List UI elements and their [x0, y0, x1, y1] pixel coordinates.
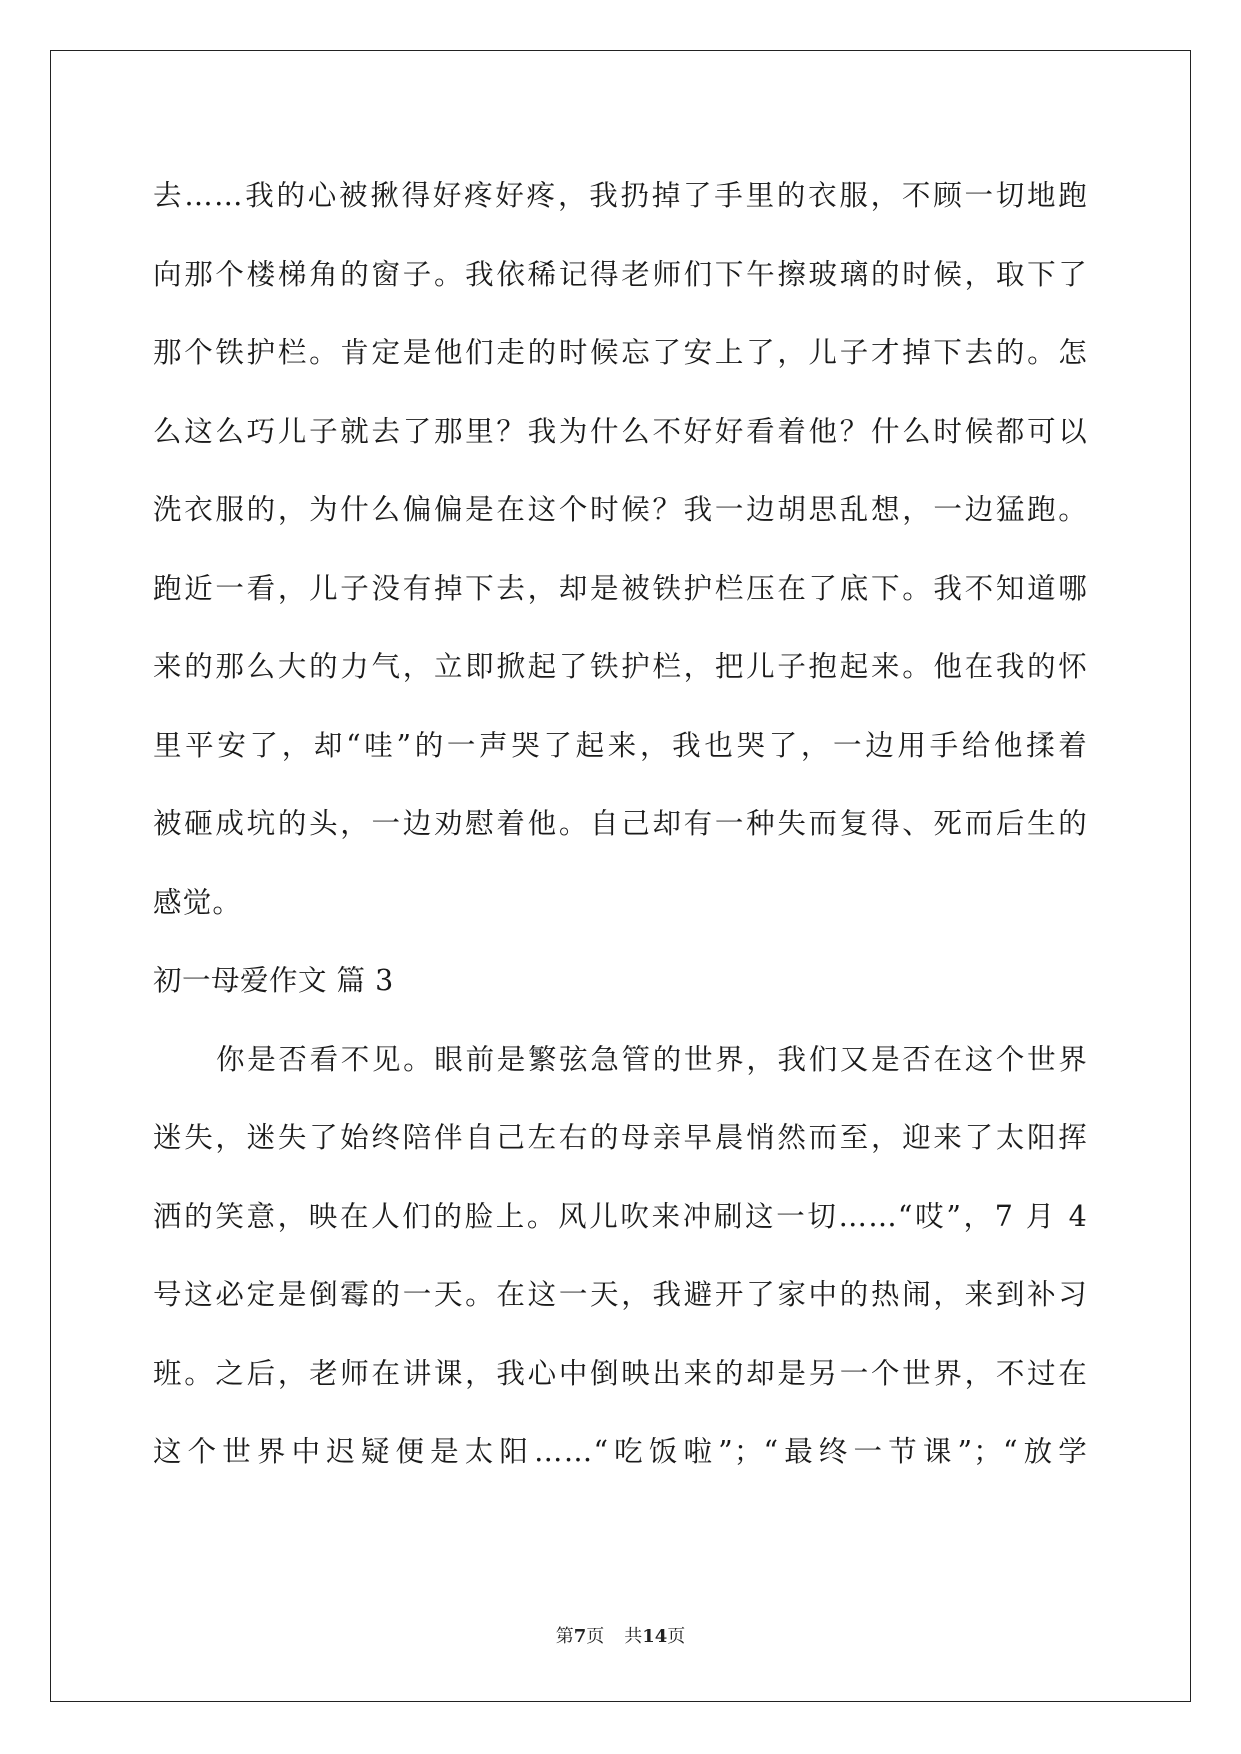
total-suffix: 页	[667, 1626, 686, 1647]
section-line: 洒的笑意，映在人们的脸上。风儿吹来冲刷这一切……“哎”，7 月 4	[153, 1199, 1088, 1233]
body-line: 感觉。	[153, 885, 243, 919]
body-line: 里平安了，却“哇”的一声哭了起来，我也哭了，一边用手给他揉着	[153, 728, 1088, 762]
section-line: 号这必定是倒霉的一天。在这一天，我避开了家中的热闹，来到补习	[153, 1278, 1088, 1311]
section-line: 你是否看不见。眼前是繁弦急管的世界，我们又是否在这个世界	[216, 1042, 1088, 1076]
body-line: 被砸成坑的头，一边劝慰着他。自己却有一种失而复得、死而后生的	[153, 807, 1088, 840]
body-line: 向那个楼梯角的窗子。我依稀记得老师们下午擦玻璃的时候，取下了	[153, 257, 1088, 291]
section-heading: 初一母爱作文 篇 3	[153, 964, 394, 997]
total-prefix: 共	[624, 1626, 643, 1647]
page-suffix: 页	[586, 1626, 605, 1647]
body-line: 么这么巧儿子就去了那里？我为什么不好好看着他？什么时候都可以	[153, 414, 1088, 448]
body-line: 跑近一看，儿子没有掉下去，却是被铁护栏压在了底下。我不知道哪	[153, 571, 1088, 605]
body-line: 去……我的心被揪得好疼好疼，我扔掉了手里的衣服，不顾一切地跑	[153, 179, 1088, 212]
section-line: 迷失，迷失了始终陪伴自己左右的母亲早晨悄然而至，迎来了太阳挥	[153, 1121, 1088, 1154]
page-number: 7	[573, 1626, 587, 1647]
page-prefix: 第	[555, 1626, 574, 1647]
body-line: 来的那么大的力气，立即掀起了铁护栏，把儿子抱起来。他在我的怀	[153, 650, 1088, 683]
section-line: 这个世界中迟疑便是太阳……“吃饭啦”；“最终一节课”；“放学	[153, 1435, 1088, 1468]
document-body	[153, 157, 1088, 1492]
body-line: 那个铁护栏。肯定是他们走的时候忘了安上了，儿子才掉下去的。怎	[153, 336, 1088, 369]
body-line: 洗衣服的，为什么偏偏是在这个时候？我一边胡思乱想，一边猛跑。	[153, 493, 1088, 526]
section-line: 班。之后，老师在讲课，我心中倒映出来的却是另一个世界，不过在	[153, 1356, 1088, 1390]
page-footer	[0, 1622, 1241, 1648]
total-pages: 14	[642, 1626, 668, 1647]
